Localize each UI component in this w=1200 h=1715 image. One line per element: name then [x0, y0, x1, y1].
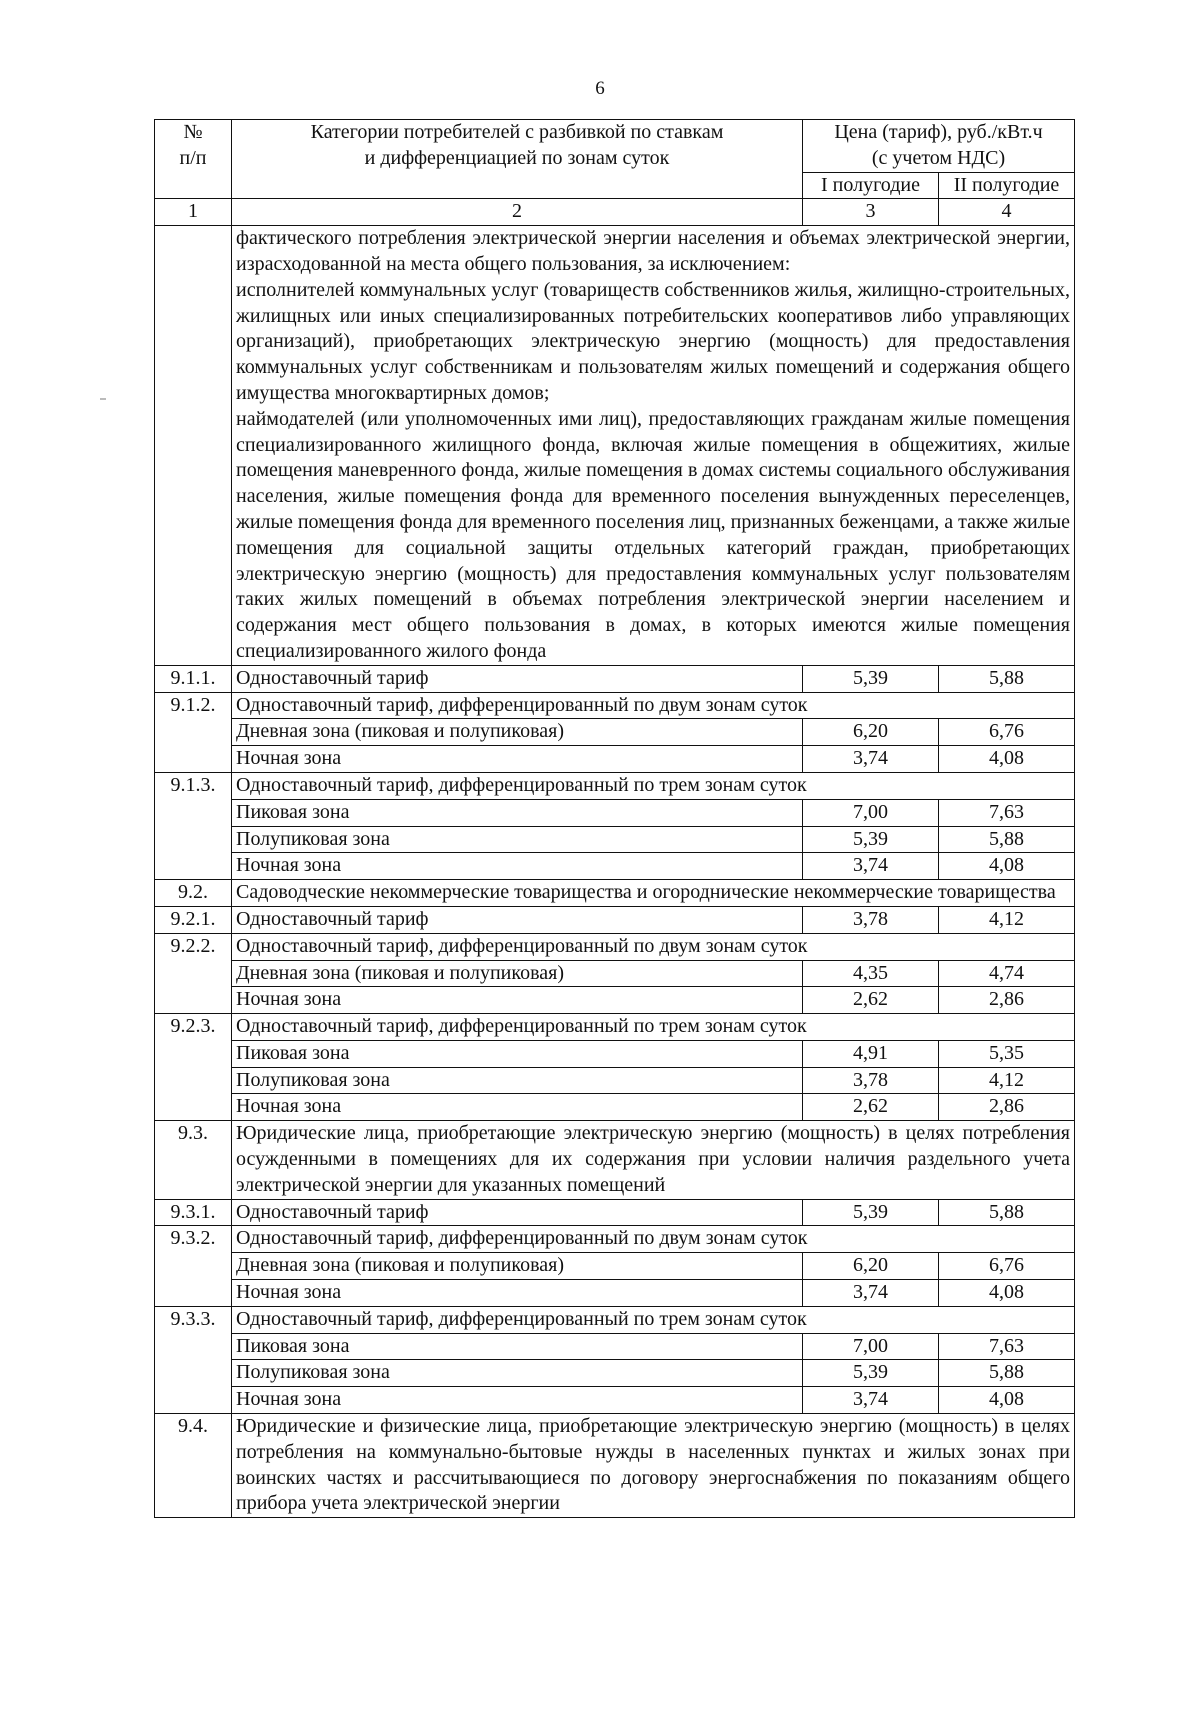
price-half1: 7,00 — [803, 799, 939, 826]
zone-label: Пиковая зона — [232, 1040, 803, 1067]
continuation-text-cell — [232, 226, 1075, 666]
price-half2: 5,88 — [939, 665, 1075, 692]
table-row — [155, 853, 1075, 880]
price-half2: 7,63 — [939, 1333, 1075, 1360]
price-half1: 5,39 — [803, 1199, 939, 1226]
price-half2: 4,08 — [939, 853, 1075, 880]
price-half1: 3,74 — [803, 853, 939, 880]
row-label: Одноставочный тариф, дифференцированный по трем зонам суток — [232, 1014, 1075, 1041]
header-category-line1: Категории потребителей с разбивкой по ставкам — [310, 121, 724, 143]
row-number: 9.3. — [155, 1121, 232, 1199]
row-number: 9.2.1. — [155, 906, 232, 933]
zone-label: Ночная зона — [232, 987, 803, 1014]
price-half1: 7,00 — [803, 1333, 939, 1360]
scan-artifact — [100, 398, 106, 400]
header-price-cell — [803, 120, 1075, 173]
table-row — [155, 1387, 1075, 1414]
table-row — [155, 880, 1075, 907]
price-half2: 6,76 — [939, 719, 1075, 746]
header-half1: I полугодие — [803, 172, 939, 199]
price-half2: 5,88 — [939, 1360, 1075, 1387]
table-row — [155, 960, 1075, 987]
zone-label: Дневная зона (пиковая и полупиковая) — [232, 719, 803, 746]
header-price-line2: (с учетом НДС) — [871, 146, 1006, 169]
row-label: Одноставочный тариф — [232, 1199, 803, 1226]
header-number-cell — [155, 120, 232, 199]
price-half2: 4,08 — [939, 1387, 1075, 1414]
zone-label: Ночная зона — [232, 853, 803, 880]
price-half1: 5,39 — [803, 826, 939, 853]
table-row — [155, 1226, 1075, 1253]
row-number: 9.4. — [155, 1414, 232, 1518]
table-row — [155, 1067, 1075, 1094]
table-row — [155, 772, 1075, 799]
header-half2: II полугодие — [939, 172, 1075, 199]
price-half1: 3,74 — [803, 746, 939, 773]
table-row — [155, 906, 1075, 933]
row-label: Одноставочный тариф, дифференцированный по двум зонам суток — [232, 1226, 1075, 1253]
zone-label: Дневная зона (пиковая и полупиковая) — [232, 960, 803, 987]
header-row — [155, 120, 1075, 173]
price-half1: 3,78 — [803, 906, 939, 933]
zone-label: Полупиковая зона — [232, 1067, 803, 1094]
zone-label: Пиковая зона — [232, 799, 803, 826]
table-row — [155, 1199, 1075, 1226]
table-row — [155, 933, 1075, 960]
row-label: Одноставочный тариф — [232, 665, 803, 692]
column-number-3: 3 — [803, 199, 939, 226]
table-row — [155, 1306, 1075, 1333]
row-label: Юридические лица, приобретающие электрическую энергию (мощность) в целях потребления осужденными в помещениях для их содержания при условии наличия раздельного учета электрической энергии для указанных помещений — [232, 1121, 1075, 1199]
row-number: 9.2.2. — [155, 933, 232, 1013]
table-row — [155, 1253, 1075, 1280]
table-row — [155, 799, 1075, 826]
zone-label: Пиковая зона — [232, 1333, 803, 1360]
zone-label: Ночная зона — [232, 1387, 803, 1414]
row-label: Одноставочный тариф, дифференцированный по двум зонам суток — [232, 692, 1075, 719]
price-half2: 4,74 — [939, 960, 1075, 987]
price-half2: 4,08 — [939, 746, 1075, 773]
price-half1: 5,39 — [803, 1360, 939, 1387]
price-half2: 5,35 — [939, 1040, 1075, 1067]
continuation-paragraph: наймодателей (или уполномоченных ими лиц), предоставляющих гражданам жилые помещения специализированного жилищного фонда, включая жилые помещения в общежитиях, жилые помещения маневренного фонда, жилые помещения в домах системы социального обслуживания населения, жилые помещения фонда для временного поселения вынужденных переселенцев, жилые помещения фонда для временного поселения лиц, признанных беженцами, а также жилые помещения для социальной защиты отдельных категорий граждан, приобретающих электрическую энергию (мощность) для предоставления коммунальных услуг пользователям таких жилых помещений в объемах потребления электрической энергии населением и содержания мест общего пользования в домах, в которых имеются жилые помещения специализированного жилого фонда — [236, 407, 1070, 662]
row-number: 9.2. — [155, 880, 232, 907]
column-numbers-row — [155, 199, 1075, 226]
price-half1: 3,74 — [803, 1387, 939, 1414]
price-half1: 5,39 — [803, 665, 939, 692]
table-row — [155, 1094, 1075, 1121]
price-half1: 3,78 — [803, 1067, 939, 1094]
tariff-table — [154, 119, 1075, 1518]
zone-label: Дневная зона (пиковая и полупиковая) — [232, 1253, 803, 1280]
row-label: Юридические и физические лица, приобретающие электрическую энергию (мощность) в целях потребления на коммунально-бытовые нужды в населенных пунктах и жилых зонах при воинских частях и рассчитывающиеся по договору энергоснабжения по показаниям общего прибора учета электрической энергии — [232, 1414, 1075, 1518]
row-label: Одноставочный тариф, дифференцированный по трем зонам суток — [232, 1306, 1075, 1333]
row-label: Садоводческие некоммерческие товарищества и огороднические некоммерческие товарищества — [232, 880, 1075, 907]
table-row — [155, 826, 1075, 853]
table-row — [155, 987, 1075, 1014]
continuation-paragraph: исполнителей коммунальных услуг (товариществ собственников жилья, жилищно-строительных, жилищных или иных специализированных потребительских кооперативов либо управляющих организаций), приобретающих электрическую энергию (мощность) для предоставления коммунальных услуг собственникам и пользователям жилых помещений и содержания общего имущества многоквартирных домов; — [236, 278, 1070, 404]
column-number-2: 2 — [232, 199, 803, 226]
price-half2: 4,08 — [939, 1280, 1075, 1307]
table-row — [155, 692, 1075, 719]
row-number: 9.1.3. — [155, 772, 232, 879]
price-half2: 4,12 — [939, 906, 1075, 933]
row-number: 9.1.1. — [155, 665, 232, 692]
zone-label: Полупиковая зона — [232, 826, 803, 853]
header-price-line1: Цена (тариф), руб./кВт.ч — [834, 121, 1043, 143]
header-number-abbr: п/п — [179, 146, 207, 169]
row-number: 9.3.2. — [155, 1226, 232, 1306]
table-row — [155, 1014, 1075, 1041]
row-label: Одноставочный тариф, дифференцированный по трем зонам суток — [232, 772, 1075, 799]
row-number: 9.3.3. — [155, 1306, 232, 1413]
price-half2: 5,88 — [939, 826, 1075, 853]
column-number-1: 1 — [155, 199, 232, 226]
price-half2: 4,12 — [939, 1067, 1075, 1094]
row-label: Одноставочный тариф, дифференцированный по двум зонам суток — [232, 933, 1075, 960]
price-half2: 2,86 — [939, 987, 1075, 1014]
zone-label: Полупиковая зона — [232, 1360, 803, 1387]
header-category-cell — [232, 120, 803, 199]
price-half1: 6,20 — [803, 719, 939, 746]
page-number: 6 — [595, 78, 605, 99]
table-row — [155, 1414, 1075, 1518]
row-number: 9.2.3. — [155, 1014, 232, 1121]
continuation-row — [155, 226, 1075, 666]
price-half1: 4,35 — [803, 960, 939, 987]
price-half2: 2,86 — [939, 1094, 1075, 1121]
table-row — [155, 1040, 1075, 1067]
table-row — [155, 1333, 1075, 1360]
header-category-line2: и дифференциацией по зонам суток — [364, 146, 670, 169]
zone-label: Ночная зона — [232, 1280, 803, 1307]
price-half1: 2,62 — [803, 1094, 939, 1121]
table-row — [155, 665, 1075, 692]
table-row — [155, 1280, 1075, 1307]
price-half2: 7,63 — [939, 799, 1075, 826]
row-label: Одноставочный тариф — [232, 906, 803, 933]
zone-label: Ночная зона — [232, 1094, 803, 1121]
zone-label: Ночная зона — [232, 746, 803, 773]
row-number: 9.3.1. — [155, 1199, 232, 1226]
row-number: 9.1.2. — [155, 692, 232, 772]
price-half1: 3,74 — [803, 1280, 939, 1307]
header-number-symbol: № — [183, 121, 203, 143]
price-half1: 4,91 — [803, 1040, 939, 1067]
price-half2: 6,76 — [939, 1253, 1075, 1280]
table-row — [155, 1121, 1075, 1199]
table-row — [155, 719, 1075, 746]
price-half1: 2,62 — [803, 987, 939, 1014]
price-half2: 5,88 — [939, 1199, 1075, 1226]
column-number-4: 4 — [939, 199, 1075, 226]
continuation-number-cell — [155, 226, 232, 666]
table-row — [155, 1360, 1075, 1387]
price-half1: 6,20 — [803, 1253, 939, 1280]
table-row — [155, 746, 1075, 773]
continuation-paragraph: фактического потребления электрической энергии населения и объемах электрической энергии, израсходованной на места общего пользования, за исключением: — [236, 227, 1070, 275]
